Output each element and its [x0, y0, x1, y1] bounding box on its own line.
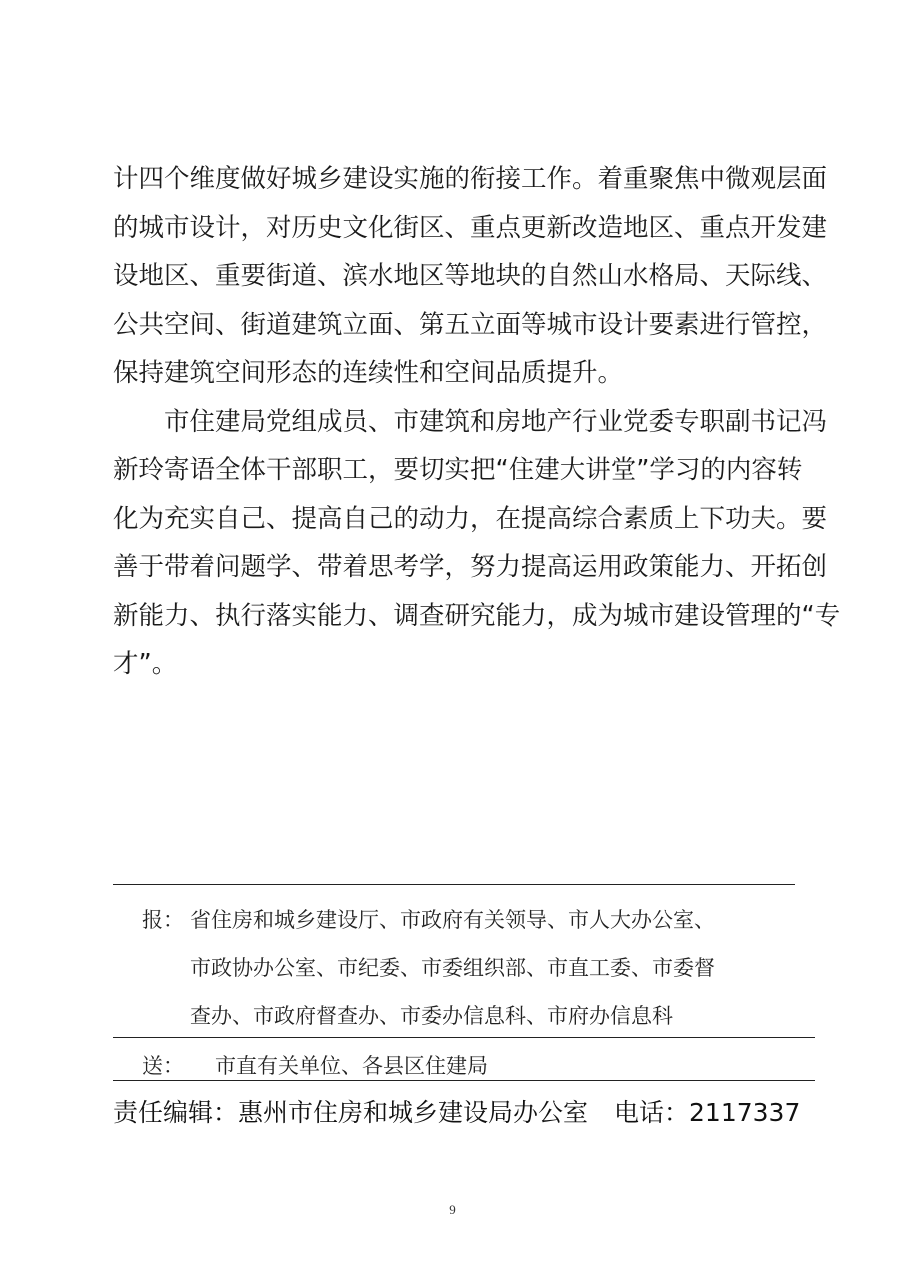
- top-divider: [113, 884, 795, 885]
- paragraph2-line: 市住建局党组成员、市建筑和房地产行业党委专职副书记冯: [164, 406, 828, 437]
- paragraph2-line: 才”。: [113, 649, 178, 679]
- paragraph1-line: 的城市设计，对历史文化街区、重点更新改造地区、重点开发建: [113, 212, 828, 243]
- report-recipients-line: 省住房和城乡建设厅、市政府有关领导、市人大办公室、: [190, 908, 715, 932]
- report-label: 报：: [142, 908, 184, 932]
- paragraph1-line: 保持建筑空间形态的连续性和空间品质提升。: [113, 358, 624, 388]
- paragraph2-line: 新玲寄语全体干部职工，要切实把“住建大讲堂”学习的内容转: [113, 455, 803, 485]
- send-label: 送：: [142, 1054, 184, 1078]
- page-number: 9: [449, 1202, 456, 1217]
- paragraph1-line: 公共空间、街道建筑立面、第五立面等城市设计要素进行管控，: [113, 309, 828, 340]
- paragraph2-line: 善于带着问题学、带着思考学，努力提高运用政策能力、开拓创: [113, 552, 828, 582]
- editor-footer: [113, 1093, 800, 1129]
- report-recipients-line: 市政协办公室、市纪委、市委组织部、市直工委、市委督: [190, 956, 715, 980]
- bottom-divider: [113, 1080, 815, 1081]
- body-text: [113, 155, 841, 689]
- paragraph2-line: 化为充实自己、提高自己的动力，在提高综合素质上下功夫。要: [113, 503, 828, 534]
- editor-text: 责任编辑：惠州市住房和城乡建设局办公室: [113, 1098, 589, 1127]
- paragraph1-line: 计四个维度做好城乡建设实施的衔接工作。着重聚焦中微观层面: [113, 164, 828, 194]
- paragraph2-line: 新能力、执行落实能力、调查研究能力，成为城市建设管理的“专: [113, 600, 841, 631]
- phone-text: 电话：2117337: [614, 1098, 801, 1127]
- middle-divider: [113, 1037, 815, 1038]
- paragraph1-line: 设地区、重要街道、滨水地区等地块的自然山水格局、天际线、: [113, 261, 828, 291]
- send-recipients: 市直有关单位、各县区住建局: [215, 1054, 488, 1078]
- report-recipients-line: 查办、市政府督查办、市委办信息科、市府办信息科: [190, 1004, 673, 1028]
